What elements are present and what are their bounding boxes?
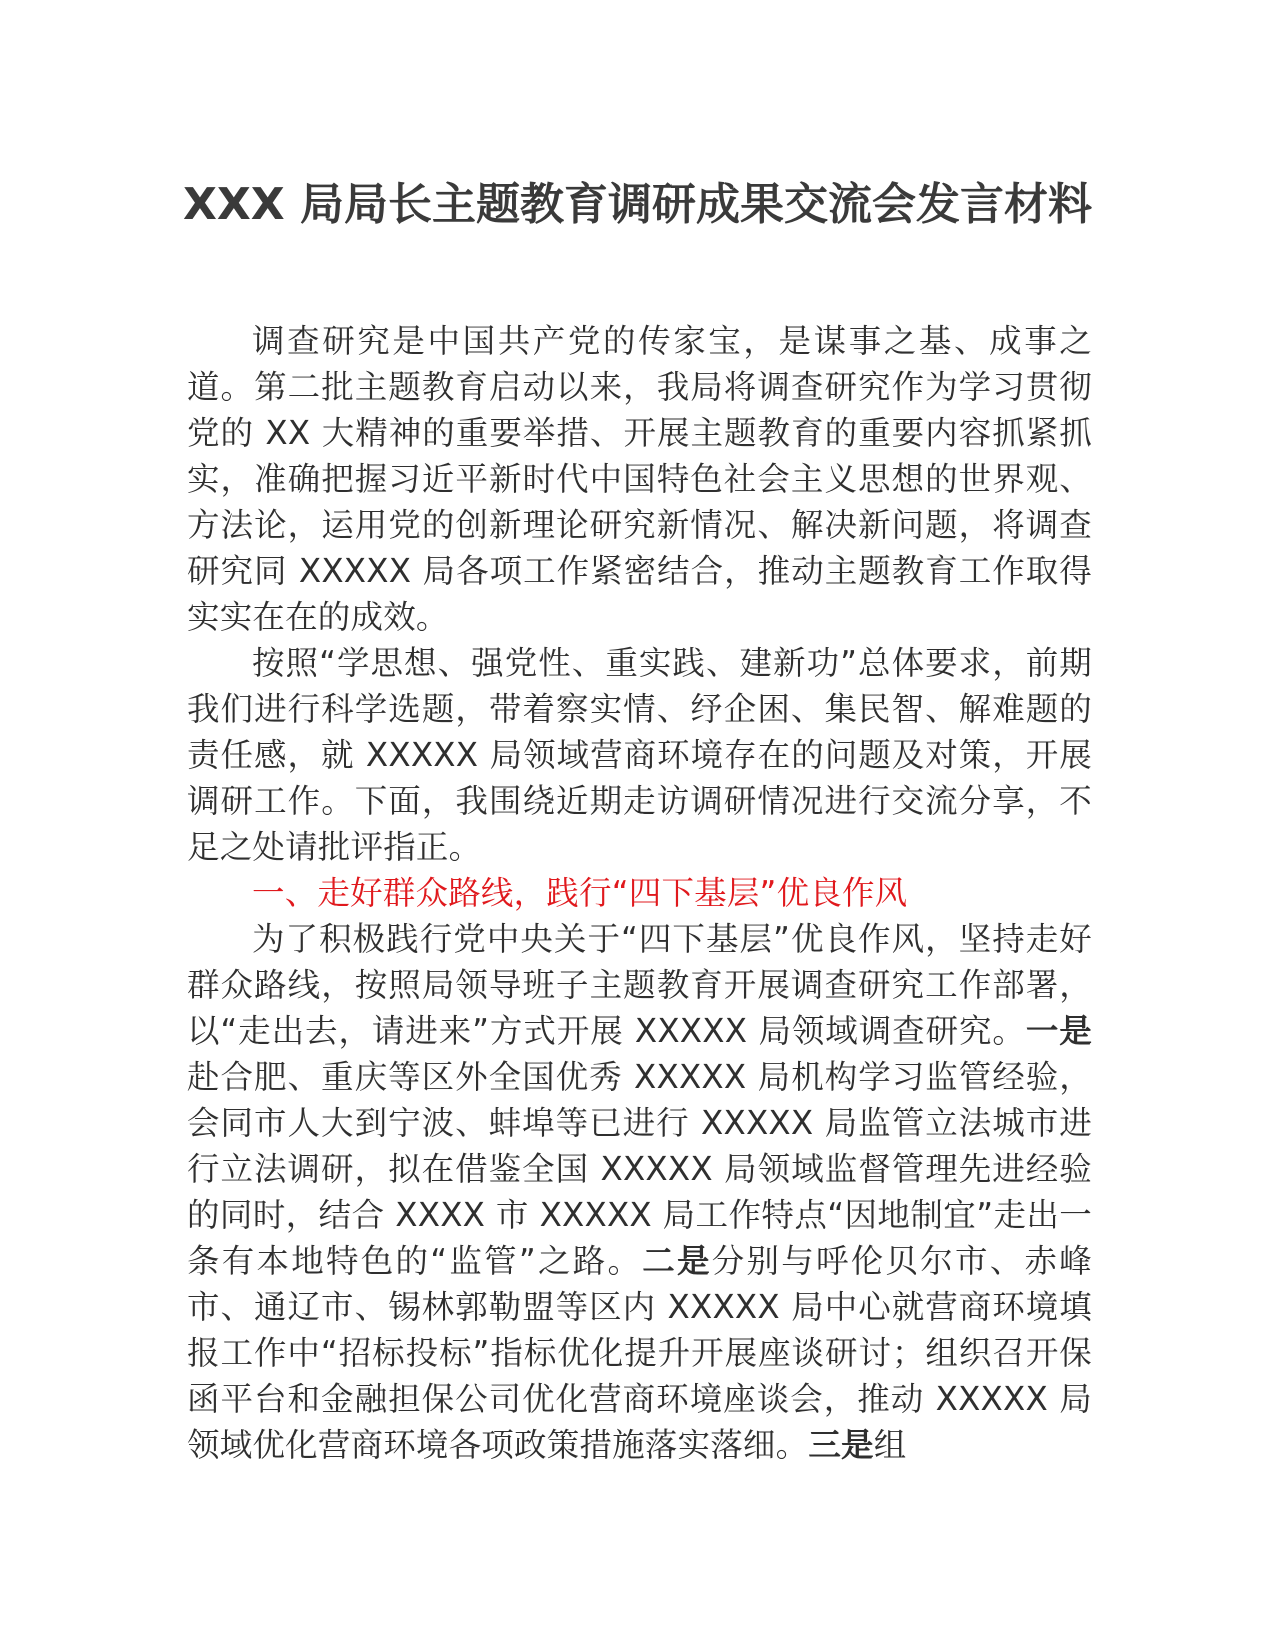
document-body — [187, 318, 1092, 1468]
emphasis-label: 三是 — [808, 1426, 874, 1464]
paragraph-text: 分别与呼伦贝尔市、赤峰市、通辽市、锡林郭勒盟等区内 XXXXX 局中心就营商环境填报工作中“招标投标”指标优化提升开展座谈研讨；组织召开保函平台和金融担保公司优化营商环境座谈会，推动 XXXXX 局领域优化营商环境各项政策措施落实落细。 — [187, 1242, 1092, 1464]
paragraph-section-1 — [187, 916, 1092, 1468]
paragraph-requirements: 按照“学思想、强党性、重实践、建新功”总体要求，前期我们进行科学选题，带着察实情、纾企困、集民智、解难题的责任感，就 XXXXX 局领域营商环境存在的问题及对策，开展调研工作。下面，我围绕近期走访调研情况进行交流分享，不足之处请批评指正。 — [187, 644, 1092, 866]
paragraph-text: 组 — [873, 1426, 907, 1464]
paragraph-text: 为了积极践行党中央关于“四下基层”优良作风，坚持走好群众路线，按照局领导班子主题教育开展调查研究工作部署，以“走出去，请进来”方式开展 XXXXX 局领域调查研究。 — [187, 920, 1092, 1050]
section-heading-1: 一、走好群众路线，践行“四下基层”优良作风 — [252, 874, 908, 912]
paragraph-intro: 调查研究是中国共产党的传家宝，是谋事之基、成事之道。第二批主题教育启动以来，我局将调查研究作为学习贯彻党的 XX 大精神的重要举措、开展主题教育的重要内容抓紧抓实，准确把握习近平新时代中国特色社会主义思想的世界观、方法论，运用党的创新理论研究新情况、解决新问题，将调查研究同 XXXXX 局各项工作紧密结合，推动主题教育工作取得实实在在的成效。 — [187, 322, 1092, 636]
paragraph-text: 赴合肥、重庆等区外全国优秀 XXXXX 局机构学习监管经验，会同市人大到宁波、蚌埠等已进行 XXXXX 局监管立法城市进行立法调研，拟在借鉴全国 XXXXX 局领域监督管理先进经验的同时，结合 XXXX 市 XXXXX 局工作特点“因地制宜”走出一条有本地特色的“监管”之路。 — [187, 1058, 1092, 1280]
emphasis-label: 一是 — [1025, 1012, 1092, 1050]
emphasis-label: 二是 — [642, 1242, 712, 1280]
document-title: XXX 局局长主题教育调研成果交流会发言材料 — [182, 179, 1093, 230]
